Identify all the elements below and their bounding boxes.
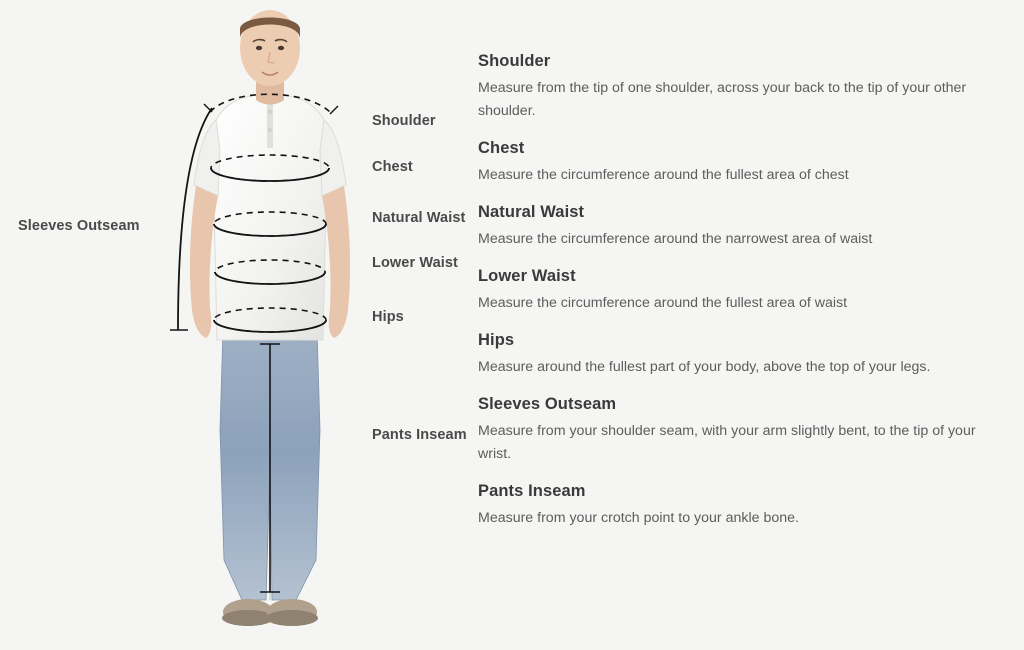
measurement-item-sleeves-outseam [478,395,1008,466]
body-measurement-illustration [120,0,380,650]
measurement-description: Measure the circumference around the fullest area of chest [478,167,849,183]
measurement-title: Natural Waist [478,203,585,221]
measurement-item-hips [478,331,1008,379]
measurement-title: Lower Waist [478,267,576,285]
measurement-title: Sleeves Outseam [478,395,617,413]
measurement-description: Measure the circumference around the narrowest area of waist [478,231,873,247]
measurement-description: Measure from your crotch point to your ankle bone. [478,510,799,526]
measurement-title: Chest [478,139,525,157]
measurement-item-pants-inseam [478,482,1008,530]
measurement-description: Measure around the fullest part of your body, above the top of your legs. [478,359,931,375]
callout-chest: Chest [372,159,413,175]
measurement-description: Measure the circumference around the fullest area of waist [478,295,848,311]
measurement-item-chest [478,139,1008,187]
measurement-description: Measure from the tip of one shoulder, across your back to the tip of your other shoulder. [478,80,967,119]
measurement-title: Hips [478,331,515,349]
man-figure-svg [120,0,380,650]
callout-natural-waist: Natural Waist [372,210,466,226]
measurement-item-shoulder [478,52,1008,123]
callout-pants-inseam: Pants Inseam [372,427,467,443]
measurement-descriptions [478,52,1008,546]
measurement-title: Pants Inseam [478,482,586,500]
measurement-item-lower-waist [478,267,1008,315]
callout-lower-waist: Lower Waist [372,255,458,271]
measurement-item-natural-waist [478,203,1008,251]
callout-hips: Hips [372,309,404,325]
callout-sleeves-outseam: Sleeves Outseam [18,218,140,234]
measurement-title: Shoulder [478,52,551,70]
callout-shoulder: Shoulder [372,113,436,129]
measurement-description: Measure from your shoulder seam, with your arm slightly bent, to the tip of your wrist. [478,423,976,462]
